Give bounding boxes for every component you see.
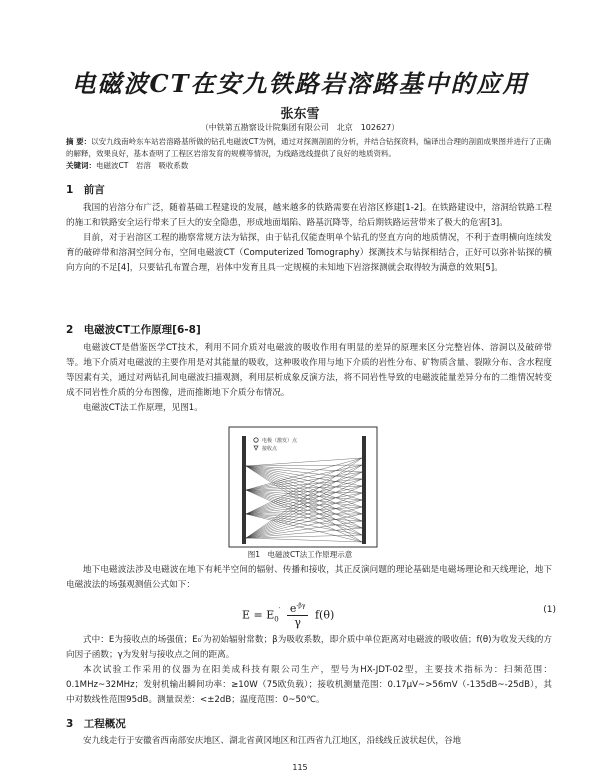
formula-sub: 0 [274, 615, 279, 624]
section-3-body [66, 734, 552, 749]
section-2-body [66, 341, 552, 416]
equation-number: (1) [543, 605, 556, 615]
ray-line [246, 465, 362, 466]
paragraph: 地下电磁波法涉及电磁波在地下有耗半空间的辐射、传播和接收，其正反演问题的理论基础是电磁场理论和天线理论，地下电磁波法的场强观测值公式如下： [66, 565, 552, 590]
ray-line [246, 538, 362, 542]
paragraph: 本次试验工作采用的仪器为在阳美成科技有限公司生产，型号为HX-JDT-02型，主要技术指标为：扫频范围：0.1MHz~32MHz；发射机输出瞬间功率：≥10W（75欧负载）；接收机测量范围：0.17μV~>56mV（-135dB~-25dB），其中对数线性范围95dB。测量误差：<±2dB；温度范围：0~50℃。 [66, 665, 552, 705]
paragraph: 电磁波CT是借鉴医学CT技术，利用不同介质对电磁波的吸收作用有明显的差异的原理来区分完整岩体、溶洞以及破碎带等。地下介质对电磁波的主要作用是对其能量的吸收，这种吸收作用与地下介质的岩性分布、矿物质含量、裂隙分布、含水程度等因素有关，通过对两钻孔间电磁波扫描观测，利用层析成象反演方法，将不同岩性导致的电磁波能量差异分布的二维情况转变成不同岩性介质的分布图像，进而推断地下介质分布情况。 [66, 343, 552, 398]
ray-line [246, 458, 362, 466]
ray-paths [246, 458, 362, 542]
paper-title: 电磁波CT在安九铁路岩溶路基中的应用 [71, 69, 529, 98]
ray-line [246, 472, 362, 514]
formula-tail: f(θ) [314, 608, 335, 622]
paragraph: 电磁波CT法工作原理，见图1。 [83, 403, 203, 413]
ray-line [246, 493, 362, 514]
paragraph: 目前，对于岩溶区工程的勘察常规方法为钻探，由于钻孔仅能查明单个钻孔的竖直方向的地质情况，不利于查明横向连续发育的破碎带和溶洞空间分布，空间电磁波CT（Computerized Tomography）探测技术与钻探相结合，正好可以弥补钻探的横向方向的不足[4]，只要钻孔布置合理，岩体中发育且具一定规模的未知地下岩溶探测就会取得较为满意的效果[5]。 [66, 233, 552, 273]
ray-line [246, 507, 362, 538]
abstract [66, 136, 552, 160]
borehole-left [242, 436, 246, 544]
formula-den: γ [294, 616, 301, 629]
keywords: 电磁波CT 岩溶 吸收系数 [96, 161, 189, 170]
author: 张东雪 [280, 107, 320, 122]
ray-line [246, 479, 362, 514]
figure-caption: 图1 电磁波CT法工作原理示意 [247, 550, 353, 559]
section-2-body-vars [66, 633, 552, 708]
section-1-heading: 1 前言 [66, 184, 105, 196]
paragraph: 我国的岩溶分布广泛，随着基础工程建设的发展，越来越多的铁路需要在岩溶区修建[1-2]。在铁路建设中，溶洞给铁路工程的施工和铁路安全运行带来了巨大的安全隐患，形成地面塌陷、路基沉降等，给后期铁路运营带来了极大的危害[3]。 [66, 203, 552, 228]
paragraph: 式中：E为接收点的场强值；E₀′为初始辐射常数；β为吸收系数，即介质中单位距离对电磁波的吸收值；f(θ)为收发天线的方向因子函数；γ为发射与接收点之间的距离。 [66, 635, 552, 660]
keywords-line [66, 160, 188, 171]
borehole-right [362, 436, 366, 544]
ray-line [246, 479, 362, 490]
ray-line [246, 458, 362, 490]
formula-expression: $E = E_0'$ $\frac{e^{-\beta\gamma}}{\gamma}$ f(θ) [242, 602, 335, 629]
ray-line [246, 472, 362, 490]
paragraph: 安九线走行于安徽省西南部安庆地区、湖北省黄冈地区和江西省九江地区，沿线线丘波状起伏，谷地 [83, 736, 462, 746]
ray-line [246, 466, 362, 528]
legend-receiver-label: 接收点 [262, 446, 278, 452]
legend-source-symbol [254, 438, 258, 442]
section-2-heading: 2 电磁波CT工作原理[6-8] [66, 324, 201, 336]
formula-exp: -βγ [296, 602, 306, 610]
affiliation: （中铁第五勘察设计院集团有限公司 北京 102627） [200, 123, 400, 132]
figure-frame [229, 427, 377, 547]
ray-line [246, 490, 362, 528]
legend-receiver-symbol [254, 446, 258, 450]
abstract-text: 以安九线南岭东车站岩溶路基所做的钻孔电磁波CT为例，通过对探测剖面的分析，并结合钻探资料，编译出合理的剖面成果图并进行了正确的解释，效果良好，基本查明了工程区岩溶发育的规模等情况，为线路选线提供了良好的地质资料。 [66, 137, 551, 158]
abstract-label: 摘 要： [66, 137, 92, 146]
legend-source-label: 电极（激发）点 [262, 438, 298, 444]
ray-line [246, 486, 362, 514]
section-2-body-cont [66, 563, 552, 593]
ray-line [246, 493, 362, 538]
formula-fraction [287, 602, 309, 629]
figure-1 [228, 426, 378, 548]
section-1-body [66, 201, 552, 276]
keywords-label: 关键词： [66, 161, 96, 170]
formula-lhs: E = E [242, 608, 275, 622]
section-3-heading: 3 工程概况 [66, 718, 126, 730]
formula-num: e [289, 602, 297, 615]
page-number: 115 [292, 763, 308, 772]
